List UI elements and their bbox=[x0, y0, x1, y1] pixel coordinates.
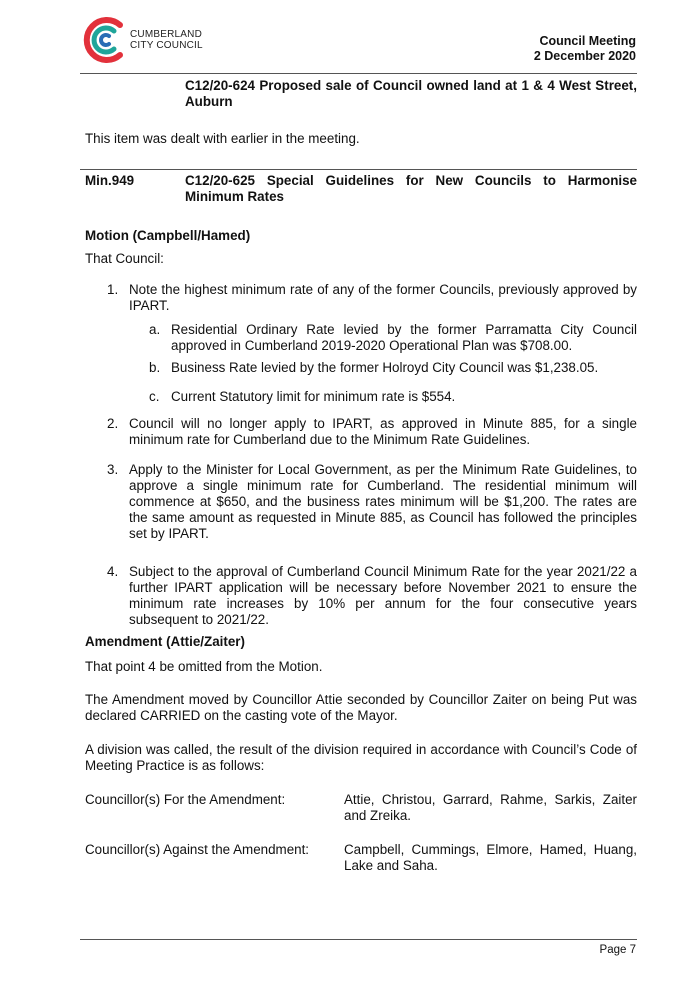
division-text: A division was called, the result of the division required in accordance with Council’s Code of Meeting Practice is as follows: bbox=[85, 742, 637, 773]
page-number: Page 7 bbox=[599, 944, 636, 956]
logo-wordmark bbox=[130, 29, 203, 51]
subitem-text: Current Statutory limit for minimum rate is $554. bbox=[171, 389, 456, 404]
subitem-text: Residential Ordinary Rate levied by the former Parramatta City Council approved in Cumberland 2019-2020 Operational Plan was $708.00. bbox=[171, 322, 637, 353]
header-divider bbox=[80, 73, 637, 74]
meeting-info bbox=[534, 34, 636, 64]
logo-line-2: CITY COUNCIL bbox=[130, 40, 203, 51]
meeting-date: 2 December 2020 bbox=[533, 49, 636, 63]
motion-heading: Motion (Campbell/Hamed) bbox=[85, 228, 251, 243]
item-divider bbox=[80, 169, 637, 170]
for-label: Councillor(s) For the Amendment: bbox=[85, 792, 286, 807]
list-number: 4. bbox=[107, 564, 119, 579]
against-label: Councillor(s) Against the Amendment: bbox=[85, 842, 310, 857]
subitem-label: c. bbox=[149, 389, 160, 404]
meeting-title: Council Meeting bbox=[539, 34, 636, 48]
list-number: 1. bbox=[107, 282, 119, 297]
amendment-heading: Amendment (Attie/Zaiter) bbox=[85, 634, 245, 649]
list-text: Subject to the approval of Cumberland Council Minimum Rate for the year 2021/22 a further IPART application will be necessary before November 2021 to ensure the minimum rate increases by 10% per annum for the four consecutive years subsequent to 2021/22. bbox=[129, 564, 637, 627]
list-number: 3. bbox=[107, 462, 119, 477]
subitem-text: Business Rate levied by the former Holroyd City Council was $1,238.05. bbox=[171, 360, 599, 375]
list-text: Council will no longer apply to IPART, as approved in Minute 885, for a single minimum rate for Cumberland due to the Minimum Rate Guidelines. bbox=[129, 416, 637, 447]
list-text: Apply to the Minister for Local Government, as per the Minimum Rate Guidelines, to approve a single minimum rate for Cumberland. The residential minimum will commence at $650, and the business rates minimum will be $1,200. The rates are the same amount as requested in Minute 885, as Council has followed the principles set by IPART. bbox=[129, 462, 637, 541]
list-text: Note the highest minimum rate of any of the former Councils, previously approved by IPART. bbox=[129, 282, 637, 313]
item-625-title: C12/20-625 Special Guidelines for New Councils to Harmonise Minimum Rates bbox=[185, 173, 637, 204]
item-624-note: This item was dealt with earlier in the meeting. bbox=[85, 131, 360, 146]
for-names: Attie, Christou, Garrard, Rahme, Sarkis, Zaiter and Zreika. bbox=[344, 792, 637, 823]
subitem-label: b. bbox=[149, 360, 161, 375]
cumberland-logo-icon bbox=[80, 15, 128, 65]
amendment-result: The Amendment moved by Councillor Attie seconded by Councillor Zaiter on being Put was declared CARRIED on the casting vote of the Mayor. bbox=[85, 692, 637, 723]
list-number: 2. bbox=[107, 416, 119, 431]
amendment-text: That point 4 be omitted from the Motion. bbox=[85, 659, 323, 674]
minute-number: Min.949 bbox=[85, 173, 135, 188]
item-624-title: C12/20-624 Proposed sale of Council owned land at 1 & 4 West Street, Auburn bbox=[185, 78, 637, 109]
footer-divider bbox=[80, 939, 637, 940]
motion-intro: That Council: bbox=[85, 251, 164, 266]
against-names: Campbell, Cummings, Elmore, Hamed, Huang, Lake and Saha. bbox=[344, 842, 637, 873]
logo-line-1: CUMBERLAND bbox=[130, 29, 203, 40]
subitem-label: a. bbox=[149, 322, 161, 337]
